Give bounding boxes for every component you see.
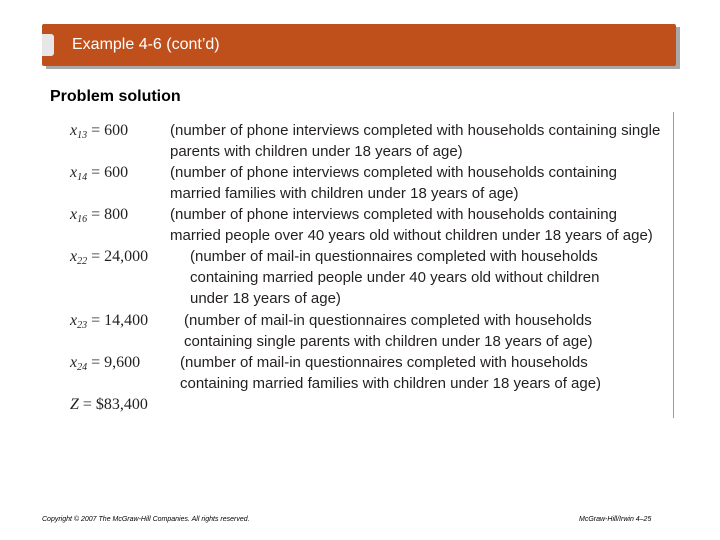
variable-value: = 24,000	[87, 248, 149, 265]
page-number: McGraw-Hill/Irwin 4–25	[579, 516, 652, 523]
variable-subscript: 24	[77, 362, 88, 373]
variable-value: = 600	[87, 164, 129, 181]
variable-subscript: 22	[77, 256, 88, 267]
variable-value: = 9,600	[87, 354, 141, 371]
copyright-notice: Copyright © 2007 The McGraw-Hill Companies. All rights reserved.	[42, 516, 250, 523]
variable	[70, 204, 128, 230]
variable-subscript: 16	[77, 214, 88, 225]
variable-symbol: x	[70, 206, 78, 223]
variable	[70, 352, 140, 378]
variable-subscript: 23	[77, 320, 88, 331]
variable	[70, 394, 148, 415]
variable-value: = 800	[87, 206, 129, 223]
variable-symbol: x	[70, 354, 78, 371]
row-description: (number of phone interviews completed with households containing single parents with children under 18 years of age)	[170, 122, 661, 160]
variable-symbol: x	[70, 122, 78, 139]
variable-symbol: x	[70, 164, 78, 181]
row-description: (number of mail-in questionnaires completed with households containing married people under 40 years old without children under 18 years of age)	[190, 248, 600, 307]
row-description: (number of phone interviews completed with households containing married families with children under 18 years of age)	[170, 164, 617, 202]
variable-subscript: 13	[77, 130, 88, 141]
title-bar-tab	[42, 34, 54, 56]
variable-value: = $83,400	[78, 396, 148, 413]
variable-value: = 600	[87, 122, 129, 139]
slide-subtitle: Problem solution	[50, 88, 181, 105]
slide-title: Example 4-6 (cont’d)	[72, 36, 220, 53]
variable	[70, 120, 128, 146]
variable	[70, 310, 148, 336]
variable-symbol: x	[70, 248, 78, 265]
variable-symbol: Z	[70, 396, 79, 413]
variable-subscript: 14	[77, 172, 88, 183]
row-description: (number of phone interviews completed with households containing married people over 40 years old without children under 18 years of age)	[170, 206, 653, 244]
variable	[70, 246, 148, 272]
solution-panel	[62, 112, 674, 418]
variable-value: = 14,400	[87, 312, 149, 329]
row-description: (number of mail-in questionnaires completed with households containing single parents with children under 18 years of age)	[184, 312, 593, 350]
row-description: (number of mail-in questionnaires completed with households containing married families with children under 18 years of age)	[180, 354, 602, 392]
variable	[70, 162, 128, 188]
variable-symbol: x	[70, 312, 78, 329]
